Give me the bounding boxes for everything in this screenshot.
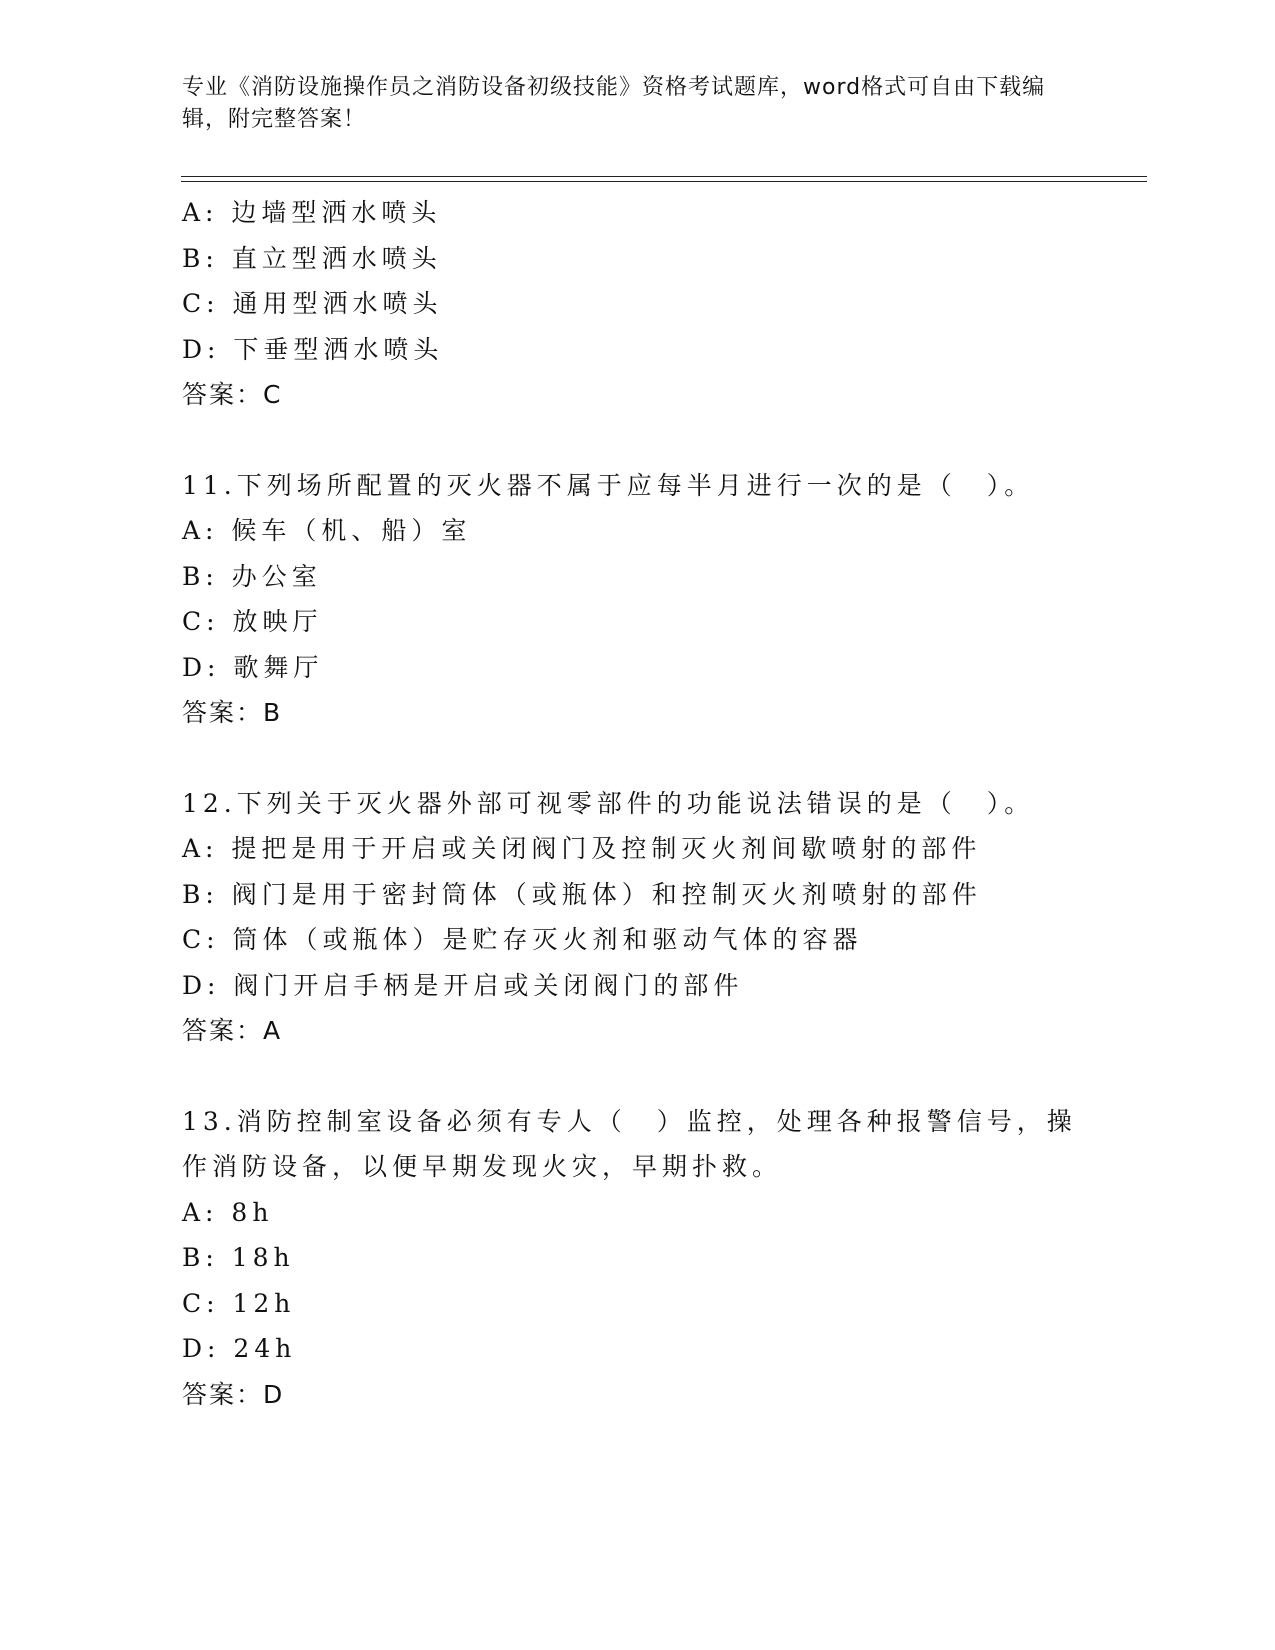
answer-line: 答案：D: [182, 1379, 285, 1409]
answer-line: 答案：C: [182, 380, 283, 409]
option-b: B: 18h: [182, 1243, 295, 1272]
question-text: 11.下列场所配置的灭火器不属于应每半月进行一次的是（ ）。: [182, 470, 1035, 500]
option-a: A: 边墙型洒水喷头: [182, 198, 442, 227]
question-13-block: [182, 1099, 1082, 1418]
option-a: A: 候车（机、船）室: [182, 516, 472, 545]
answer-line: 答案：B: [182, 698, 283, 727]
option-c: C: 12h: [182, 1288, 296, 1318]
answer-line: 答案：A: [182, 1016, 283, 1045]
question-12-block: [182, 781, 1082, 1054]
option-a: A: 8h: [182, 1197, 274, 1227]
option-b: B: 阀门是用于密封筒体（或瓶体）和控制灭火剂喷射的部件: [182, 879, 982, 909]
option-d: D: 下垂型洒水喷头: [182, 334, 444, 364]
option-b: B: 直立型洒水喷头: [182, 243, 442, 273]
question-11-block: [182, 463, 1082, 736]
option-c: C: 通用型洒水喷头: [182, 289, 443, 318]
header-divider-top: [181, 176, 1147, 177]
question-text: 13.消防控制室设备必须有专人（ ）监控，处理各种报警信号，操作消防设备，以便早期发现火灾，早期扑救。: [182, 1106, 1077, 1181]
option-d: D: 歌舞厅: [182, 652, 324, 682]
document-header: 专业《消防设施操作员之消防设备初级技能》资格考试题库，word格式可自由下载编辑，附完整答案！: [182, 75, 1046, 132]
option-b: B: 办公室: [182, 561, 322, 591]
option-d: D: 阀门开启手柄是开启或关闭阀门的部件: [182, 970, 744, 1000]
question-10-block: [182, 190, 1082, 418]
option-d: D: 24h: [182, 1334, 297, 1363]
question-text: 12.下列关于灭火器外部可视零部件的功能说法错误的是（ ）。: [182, 788, 1035, 818]
header-divider-bottom: [181, 181, 1147, 182]
option-a: A: 提把是用于开启或关闭阀门及控制灭火剂间歇喷射的部件: [182, 834, 982, 863]
question-list: [182, 190, 1082, 1417]
option-c: C: 筒体（或瓶体）是贮存灭火剂和驱动气体的容器: [182, 925, 863, 954]
option-c: C: 放映厅: [182, 607, 323, 636]
